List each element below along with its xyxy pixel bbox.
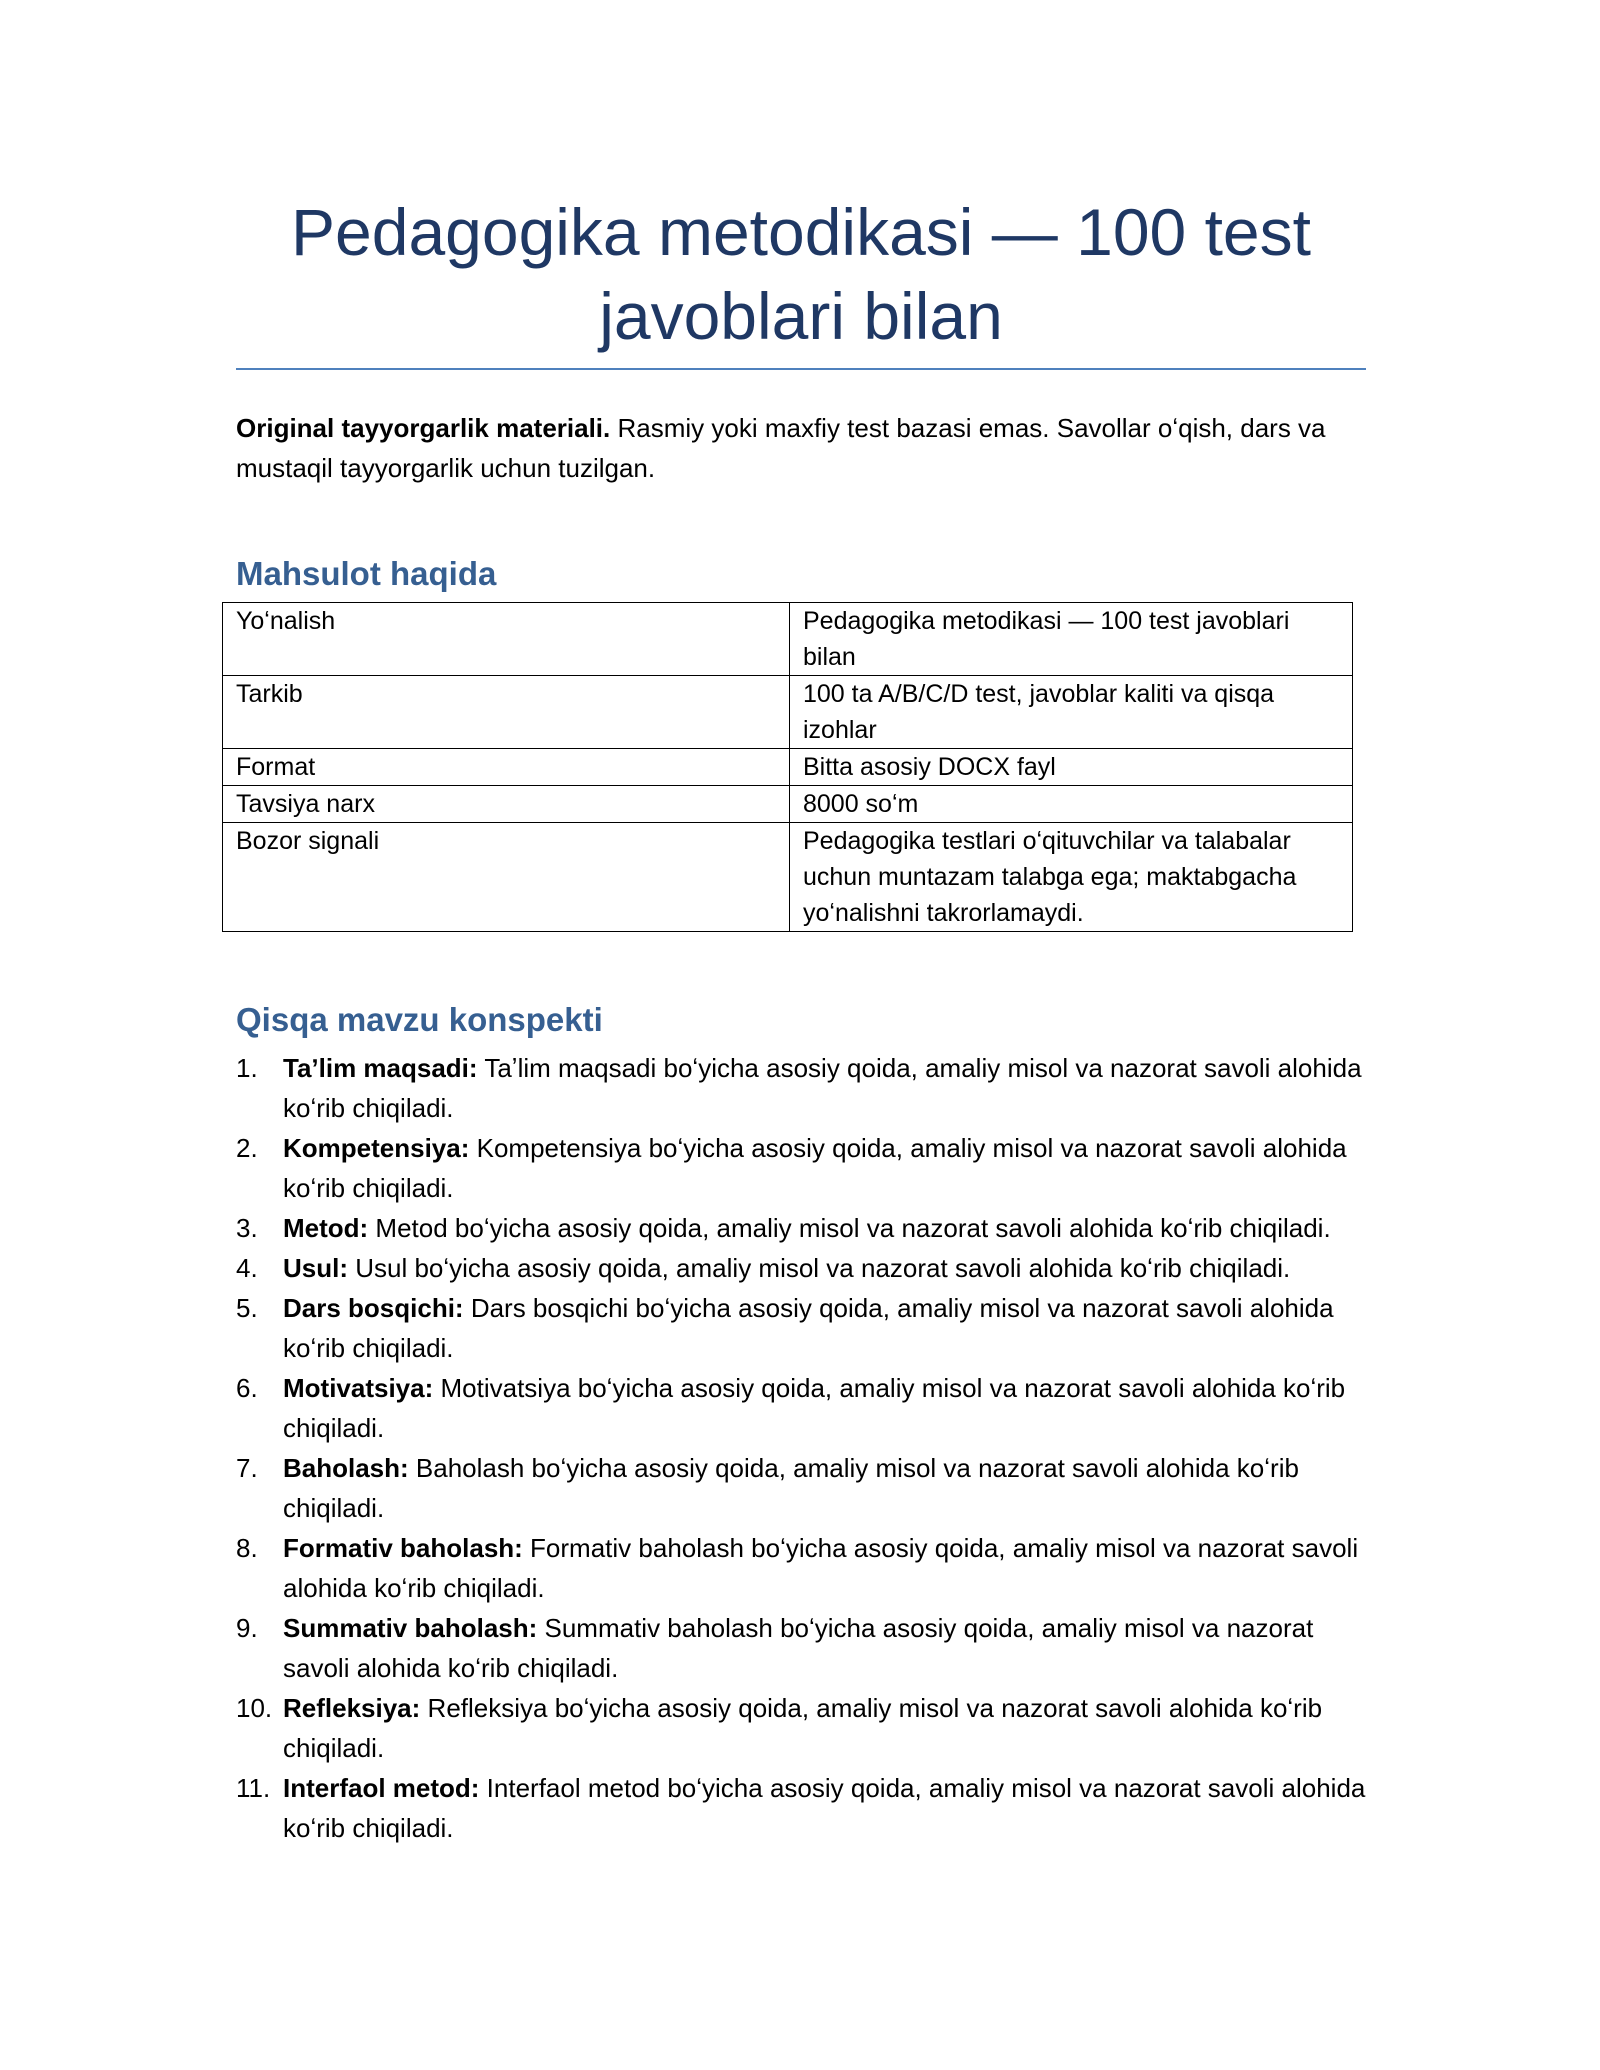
list-item-number: 11. — [236, 1773, 271, 1803]
table-row — [223, 603, 1353, 676]
list-item — [236, 1768, 1366, 1848]
list-item-text: Metod boʻyicha asosiy qoida, amaliy misol va nazorat savoli alohida koʻrib chiqiladi. — [368, 1213, 1331, 1243]
list-item — [236, 1528, 1366, 1608]
list-item-term: Usul: — [283, 1253, 348, 1283]
list-item-number: 7. — [236, 1453, 258, 1483]
list-item-number: 9. — [236, 1613, 258, 1643]
list-item-term: Motivatsiya: — [283, 1373, 434, 1403]
table-row — [223, 786, 1353, 823]
list-item-term: Metod: — [283, 1213, 369, 1243]
topic-list — [236, 1048, 1366, 1848]
title-divider — [236, 368, 1366, 370]
list-item — [236, 1208, 1366, 1248]
table-cell-value: Pedagogika testlari oʻqituvchilar va talabalar uchun muntazam talabga ega; maktabgacha yoʻnalishni takrorlamaydi. — [790, 823, 1353, 932]
list-item-term: Taʼlim maqsadi: — [283, 1053, 478, 1083]
list-item — [236, 1128, 1366, 1208]
list-item-text: Dars bosqichi boʻyicha asosiy qoida, amaliy misol va nazorat savoli alohida koʻrib chiqiladi. — [283, 1293, 1334, 1363]
table-row — [223, 676, 1353, 749]
product-heading: Mahsulot haqida — [236, 555, 497, 592]
table-cell-value: Pedagogika metodikasi — 100 test javoblari bilan — [790, 603, 1353, 676]
list-item — [236, 1288, 1366, 1368]
list-item-text: Motivatsiya boʻyicha asosiy qoida, amaliy misol va nazorat savoli alohida koʻrib chiqiladi. — [283, 1373, 1346, 1443]
list-item-term: Interfaol metod: — [283, 1773, 480, 1803]
list-item-text: Refleksiya boʻyicha asosiy qoida, amaliy misol va nazorat savoli alohida koʻrib chiqiladi. — [283, 1693, 1323, 1763]
list-item-number: 8. — [236, 1533, 258, 1563]
list-item-text: Formativ baholash boʻyicha asosiy qoida, amaliy misol va nazorat savoli alohida koʻrib chiqiladi. — [283, 1533, 1359, 1603]
table-cell-key: Bozor signali — [223, 823, 790, 932]
list-item — [236, 1688, 1366, 1768]
list-item-text: Usul boʻyicha asosiy qoida, amaliy misol va nazorat savoli alohida koʻrib chiqiladi. — [348, 1253, 1291, 1283]
summary-heading: Qisqa mavzu konspekti — [236, 1001, 603, 1038]
list-item-number: 10. — [236, 1693, 273, 1723]
list-item — [236, 1448, 1366, 1528]
list-item-number: 4. — [236, 1253, 258, 1283]
table-row — [223, 749, 1353, 786]
list-item-term: Refleksiya: — [283, 1693, 421, 1723]
list-item-text: Interfaol metod boʻyicha asosiy qoida, amaliy misol va nazorat savoli alohida koʻrib chiqiladi. — [283, 1773, 1366, 1843]
list-item-number: 5. — [236, 1293, 258, 1323]
list-item-number: 3. — [236, 1213, 258, 1243]
list-item-text: Kompetensiya boʻyicha asosiy qoida, amaliy misol va nazorat savoli alohida koʻrib chiqiladi. — [283, 1133, 1347, 1203]
document-title: Pedagogika metodikasi — 100 test javoblari bilan — [291, 195, 1311, 353]
table-row — [223, 823, 1353, 932]
document-page — [236, 190, 1366, 1848]
list-item-number: 2. — [236, 1133, 258, 1163]
list-item — [236, 1368, 1366, 1448]
intro-bold-text: Original tayyorgarlik materiali. — [236, 413, 611, 443]
table-cell-key: Yoʻnalish — [223, 603, 790, 676]
list-item-term: Summativ baholash: — [283, 1613, 538, 1643]
list-item-text: Summativ baholash boʻyicha asosiy qoida, amaliy misol va nazorat savoli alohida koʻrib chiqiladi. — [283, 1613, 1314, 1683]
product-table — [222, 602, 1353, 932]
table-cell-value: Bitta asosiy DOCX fayl — [790, 749, 1353, 786]
list-item-term: Baholash: — [283, 1453, 409, 1483]
table-cell-key: Format — [223, 749, 790, 786]
list-item-text: Taʼlim maqsadi boʻyicha asosiy qoida, amaliy misol va nazorat savoli alohida koʻrib chiqiladi. — [283, 1053, 1362, 1123]
table-cell-value: 8000 soʻm — [790, 786, 1353, 823]
list-item-text: Baholash boʻyicha asosiy qoida, amaliy misol va nazorat savoli alohida koʻrib chiqiladi. — [283, 1453, 1299, 1523]
list-item-number: 6. — [236, 1373, 258, 1403]
intro-paragraph — [236, 408, 1366, 488]
table-cell-key: Tarkib — [223, 676, 790, 749]
table-cell-value: 100 ta A/B/C/D test, javoblar kaliti va qisqa izohlar — [790, 676, 1353, 749]
intro-text: Rasmiy yoki maxfiy test bazasi emas. Savollar oʻqish, dars va mustaqil tayyorgarlik uchun tuzilgan. — [236, 413, 1326, 483]
list-item-term: Dars bosqichi: — [283, 1293, 464, 1323]
list-item — [236, 1048, 1366, 1128]
list-item — [236, 1608, 1366, 1688]
table-cell-key: Tavsiya narx — [223, 786, 790, 823]
list-item-number: 1. — [236, 1053, 258, 1083]
list-item — [236, 1248, 1366, 1288]
list-item-term: Formativ baholash: — [283, 1533, 523, 1563]
list-item-term: Kompetensiya: — [283, 1133, 470, 1163]
